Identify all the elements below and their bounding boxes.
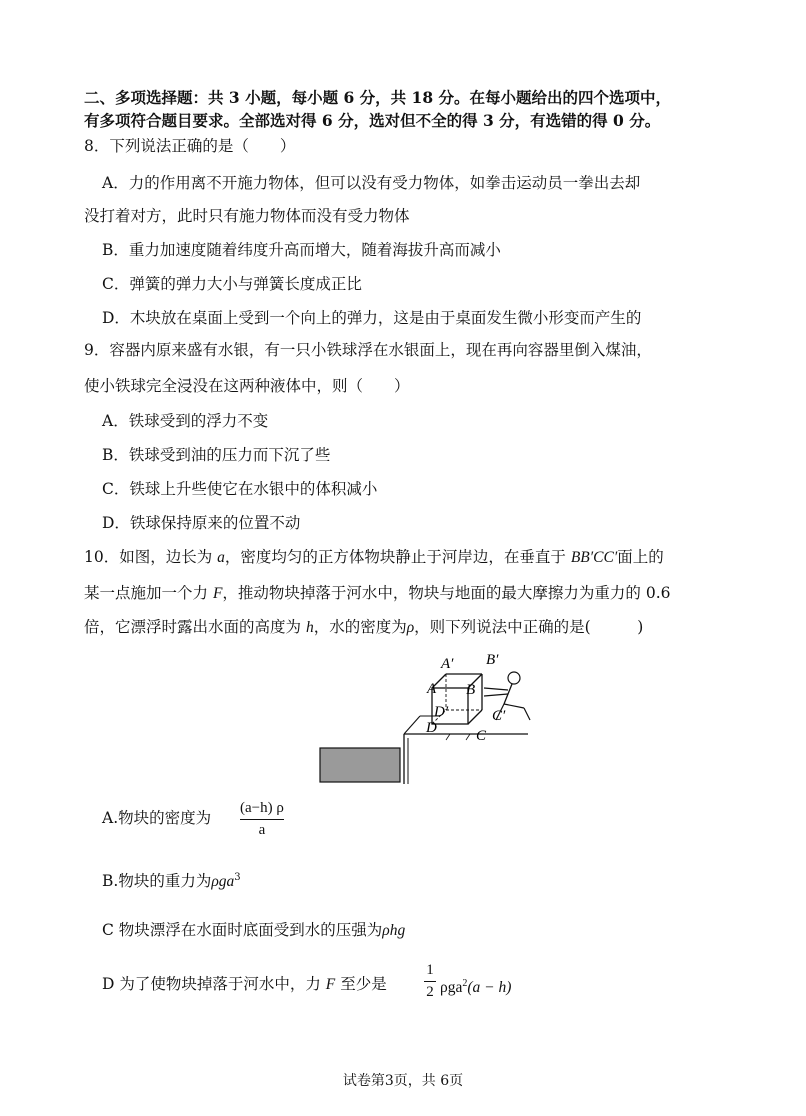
ground-edge [404, 716, 420, 734]
fraction-numerator: 1 [426, 962, 434, 978]
ground-hatch [466, 734, 470, 740]
q10-option-d-var: F [325, 976, 336, 993]
q10-option-d-expr: ρga [440, 979, 463, 997]
section-header-line1: 二、多项选择题：共 3 小题，每小题 6 分，共 18 分。在每小题给出的四个选项中， [84, 88, 672, 107]
q10-option-c [102, 920, 405, 941]
q10-stem-text: 10．如图，边长为 [84, 548, 218, 566]
q10-stem-text: ，水的密度为 [313, 618, 407, 636]
q10-stem-line3 [84, 617, 643, 638]
q10-option-d [102, 974, 387, 995]
q10-var-f: F [212, 585, 223, 602]
q10-option-d-text: 至少是 [335, 975, 387, 993]
label-c: C [476, 728, 487, 744]
q8-option-b: B．重力加速度随着纬度升高而增大，随着海拔升高而减小 [102, 241, 501, 259]
q10-stem-line2 [84, 583, 671, 604]
fraction-bar [424, 981, 436, 982]
fraction-denominator: a [258, 822, 266, 838]
label-c-prime: C′ [492, 708, 506, 724]
q10-stem-text: 某一点施加一个力 [84, 584, 213, 602]
fraction-bar [240, 819, 284, 820]
q9-option-d: D．铁球保持原来的位置不动 [102, 514, 301, 532]
person-leg [504, 704, 524, 708]
q8-option-a-line1: A．力的作用离不开施力物体，但可以没有受力物体，如拳击运动员一拳出去却 [102, 174, 641, 192]
q10-var-rho: ρ [406, 619, 415, 636]
person-leg [524, 708, 530, 720]
q10-option-c-expr: ρhg [382, 922, 406, 939]
q10-option-b [102, 868, 241, 892]
q10-stem-text: ，密度均匀的正方体物块静止于河岸边，在垂直于 [224, 548, 571, 566]
q10-option-b-sup: 3 [234, 872, 241, 883]
q9-option-b: B．铁球受到油的压力而下沉了些 [102, 446, 331, 464]
q10-option-d-fraction [424, 962, 436, 1001]
q10-var-a: a [217, 549, 225, 566]
q9-stem-line2: 使小铁球完全浸没在这两种液体中，则（ ） [84, 377, 410, 395]
fraction-denominator: 2 [426, 984, 434, 1000]
q10-option-d-expr: (a − h) [467, 979, 512, 997]
person-head-icon [508, 672, 520, 684]
cube-edge [468, 710, 482, 724]
q10-var-h: h [305, 619, 314, 636]
label-d: D [426, 720, 437, 736]
q10-stem-text: 面上的 [617, 548, 664, 566]
label-d-prime: D′ [434, 704, 449, 720]
q10-option-a: A.物块的密度为 [102, 809, 212, 827]
q10-face-label: BB′CC′ [570, 549, 618, 566]
page-footer: 试卷第3页，共 6页 [342, 1073, 464, 1089]
q8-option-c: C．弹簧的弹力大小与弹簧长度成正比 [102, 275, 362, 293]
q9-option-c: C．铁球上升些使它在水银中的体积减小 [102, 480, 378, 498]
q10-option-d-text: D 为了使物块掉落于河水中，力 [102, 975, 326, 993]
label-b: B [466, 682, 476, 698]
q10-option-a-fraction [240, 800, 284, 839]
q10-option-c-text: C 物块漂浮在水面时底面受到水的压强为 [102, 921, 383, 939]
q8-stem: 8．下列说法正确的是（ ） [84, 137, 296, 155]
q10-option-b-text: B.物块的重力为 [102, 872, 212, 891]
q8-option-d: D．木块放在桌面上受到一个向上的弹力，这是由于桌面发生微小形变而产生的 [102, 309, 642, 327]
q10-option-d-expression [440, 974, 511, 998]
ground-hatch [446, 734, 450, 740]
fraction-numerator: (a−h) ρ [240, 800, 284, 816]
q10-figure [300, 648, 540, 788]
q8-option-a-line2: 没打着对方，此时只有施力物体而没有受力物体 [84, 207, 410, 225]
person-arm [484, 694, 508, 696]
q10-stem-text: ，则下列说法中正确的是( ) [414, 618, 644, 636]
water-block [320, 748, 400, 782]
person-arm [484, 688, 508, 690]
label-a-prime: A′ [441, 656, 454, 672]
section-header-line2: 有多项符合题目要求。全部选对得 6 分，选对但不全的得 3 分，有选错的得 0 分。 [84, 111, 661, 130]
label-a: A [427, 681, 437, 697]
q9-option-a: A．铁球受到的浮力不变 [102, 412, 269, 430]
q9-stem-line1: 9．容器内原来盛有水银，有一只小铁球浮在水银面上，现在再向容器里倒入煤油， [84, 341, 652, 359]
q10-stem-line1 [84, 547, 664, 568]
q10-stem-text: 倍，它漂浮时露出水面的高度为 [84, 618, 306, 636]
q10-option-b-expr: ρga [211, 873, 235, 891]
label-b-prime: B′ [486, 652, 499, 668]
q10-option-d-sup: 2 [462, 978, 468, 989]
q10-stem-text: ，推动物块掉落于河水中，物块与地面的最大摩擦力为重力的 0.6 [222, 584, 671, 602]
